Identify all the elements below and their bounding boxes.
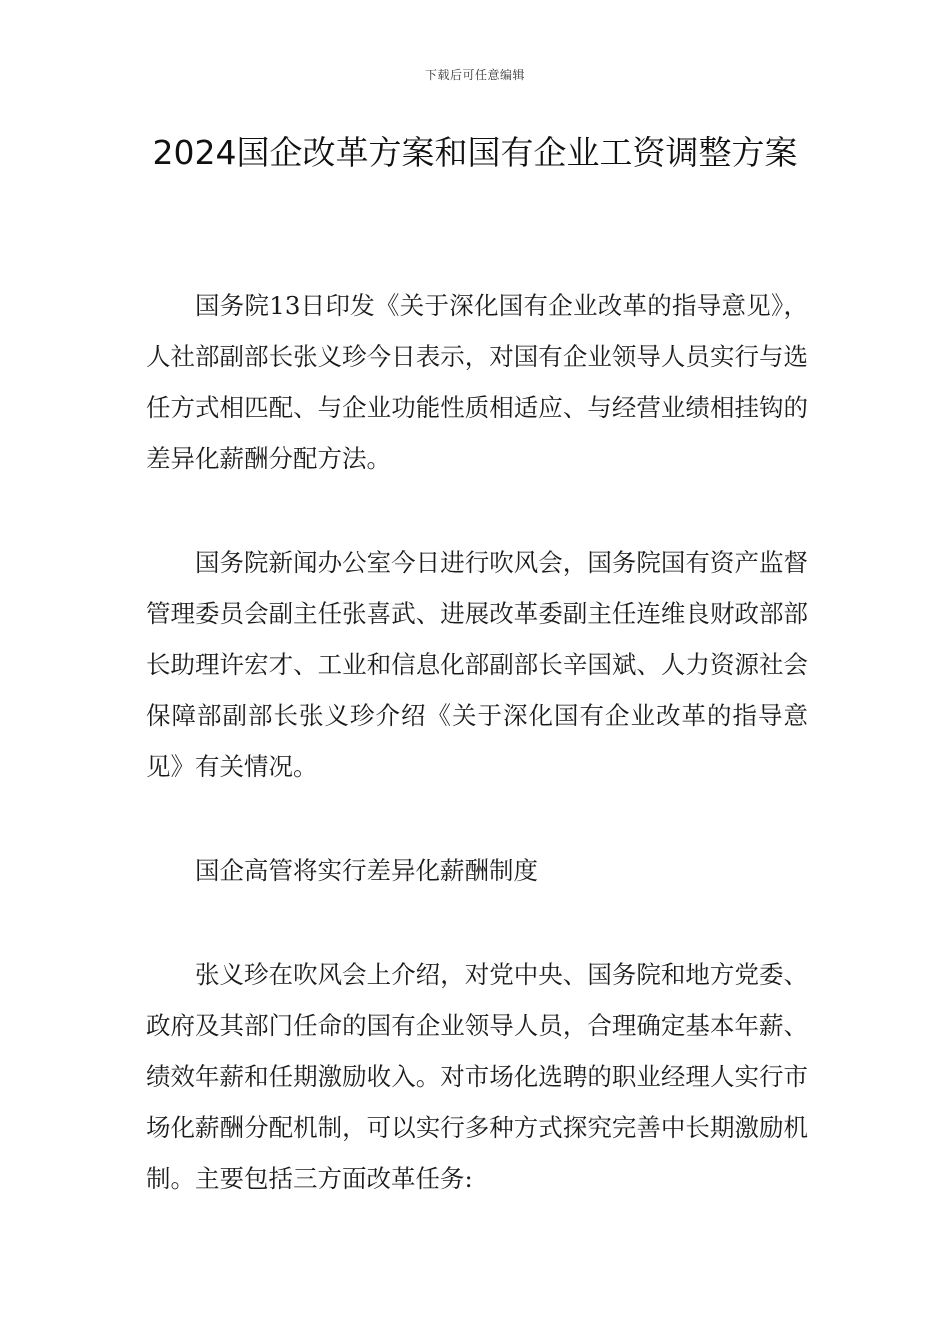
paragraph: 张义珍在吹风会上介绍，对党中央、国务院和地方党委、政府及其部门任命的国有企业领导人员，合理确定基本年薪、绩效年薪和任期激励收入。对市场化选聘的职业经理人实行市场化薪酬分配机制，可以实行多种方式探究完善中长期激励机制。主要包括三方面改革任务: xyxy=(146,960,808,1193)
paragraph: 国务院13日印发《关于深化国有企业改革的指导意见》，人社部副部长张义珍今日表示，对国有企业领导人员实行与选任方式相匹配、与企业功能性质相适应、与经营业绩相挂钩的差异化薪酬分配方法。 xyxy=(146,291,808,473)
section-subheading: 国企高管将实行差异化薪酬制度 xyxy=(195,856,538,885)
header-note: 下载后可任意编辑 xyxy=(424,68,525,82)
paragraph: 国务院新闻办公室今日进行吹风会，国务院国有资产监督管理委员会副主任张喜武、进展改革委副主任连维良财政部部长助理许宏才、工业和信息化部副部长辛国斌、人力资源社会保障部副部长张义珍介绍《关于深化国有企业改革的指导意见》有关情况。 xyxy=(146,548,808,781)
document-body xyxy=(146,280,808,1257)
document-title: 2024国企改革方案和国有企业工资调整方案 xyxy=(152,133,798,172)
